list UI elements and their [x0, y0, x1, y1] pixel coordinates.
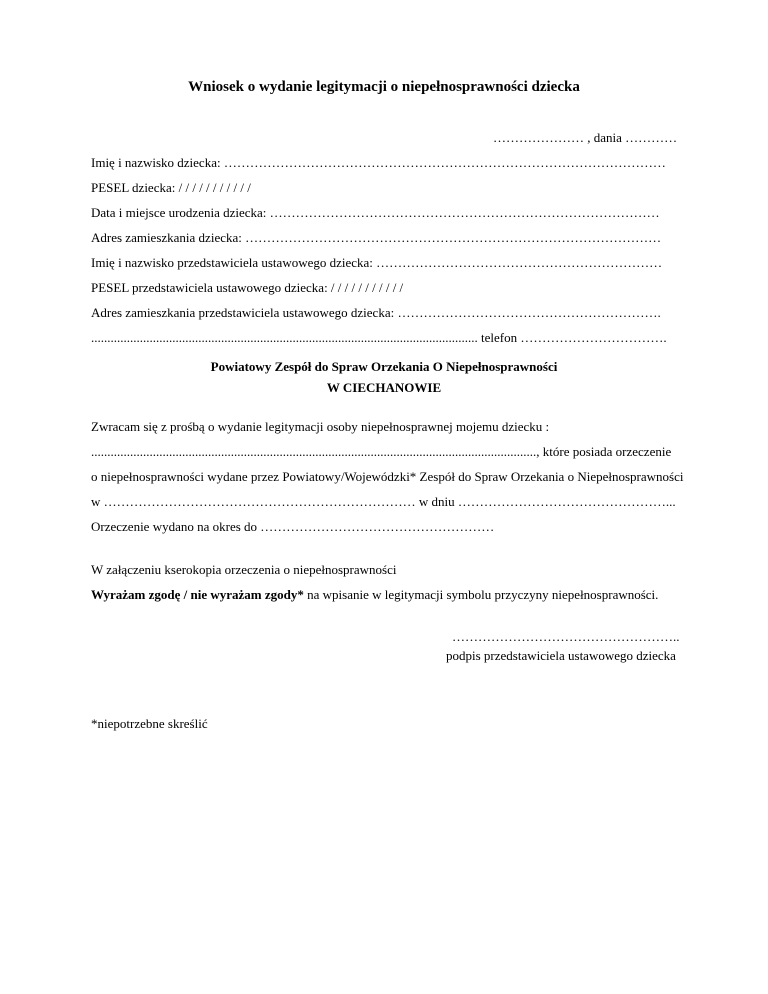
birth-field: Data i miejsce urodzenia dziecka: ………………………………………………………………………………: [91, 205, 660, 220]
footnote: *niepotrzebne skreślić: [91, 716, 208, 731]
child-dots-line: ........................................................................................................................................., które posiada orzeczenie: [91, 444, 672, 459]
phone-line: ....................................................................................................................... telefon …………………………….: [91, 330, 667, 345]
document-title: Wniosek o wydanie legitymacji o niepełnosprawności dziecka: [188, 79, 580, 95]
rep-address-field: Adres zamieszkania przedstawiciela ustawowego dziecka: …………………………………………………….: [91, 305, 661, 320]
rep-pesel-field: PESEL przedstawiciela ustawowego dziecka: / / / / / / / / / / /: [91, 280, 404, 295]
child-pesel-field: PESEL dziecka: / / / / / / / / / / /: [91, 180, 251, 195]
date-line: ………………… , dania …………: [493, 130, 678, 145]
request-text: Zwracam się z prośbą o wydanie legitymacji osoby niepełnosprawnej mojemu dziecku :: [91, 419, 550, 434]
consent-bold: Wyrażam zgodę / nie wyrażam zgody*: [91, 587, 304, 602]
rep-name-field: Imię i nazwisko przedstawiciela ustawowego dziecka: …………………………………………………………: [91, 255, 663, 270]
where-when-line: w ……………………………………………………………… w dniu …………………………………………...: [91, 494, 676, 509]
issued-by-text: o niepełnosprawności wydane przez Powiatowy/Wojewódzki* Zespół do Spraw Orzekania o Niepełnosprawności: [91, 469, 684, 484]
consent-text: [91, 587, 658, 603]
addressee-line2: W CIECHANOWIE: [326, 380, 442, 395]
attachment-text: W załączeniu kserokopia orzeczenia o niepełnosprawności: [91, 562, 397, 577]
consent-rest: na wpisanie w legitymacji symbolu przyczyny niepełnosprawności.: [303, 587, 659, 602]
child-name-field: Imię i nazwisko dziecka: …………………………………………………………………………………………: [91, 155, 666, 170]
signature-dots: ……………………………………………..: [452, 629, 680, 644]
child-address-field: Adres zamieszkania dziecka: ……………………………………………………………………………………: [91, 230, 662, 245]
addressee-line1: Powiatowy Zespół do Spraw Orzekania O Niepełnosprawności: [210, 359, 558, 374]
period-line: Orzeczenie wydano na okres do ………………………………………………: [91, 519, 495, 534]
signature-label: podpis przedstawiciela ustawowego dziecka: [446, 648, 676, 663]
